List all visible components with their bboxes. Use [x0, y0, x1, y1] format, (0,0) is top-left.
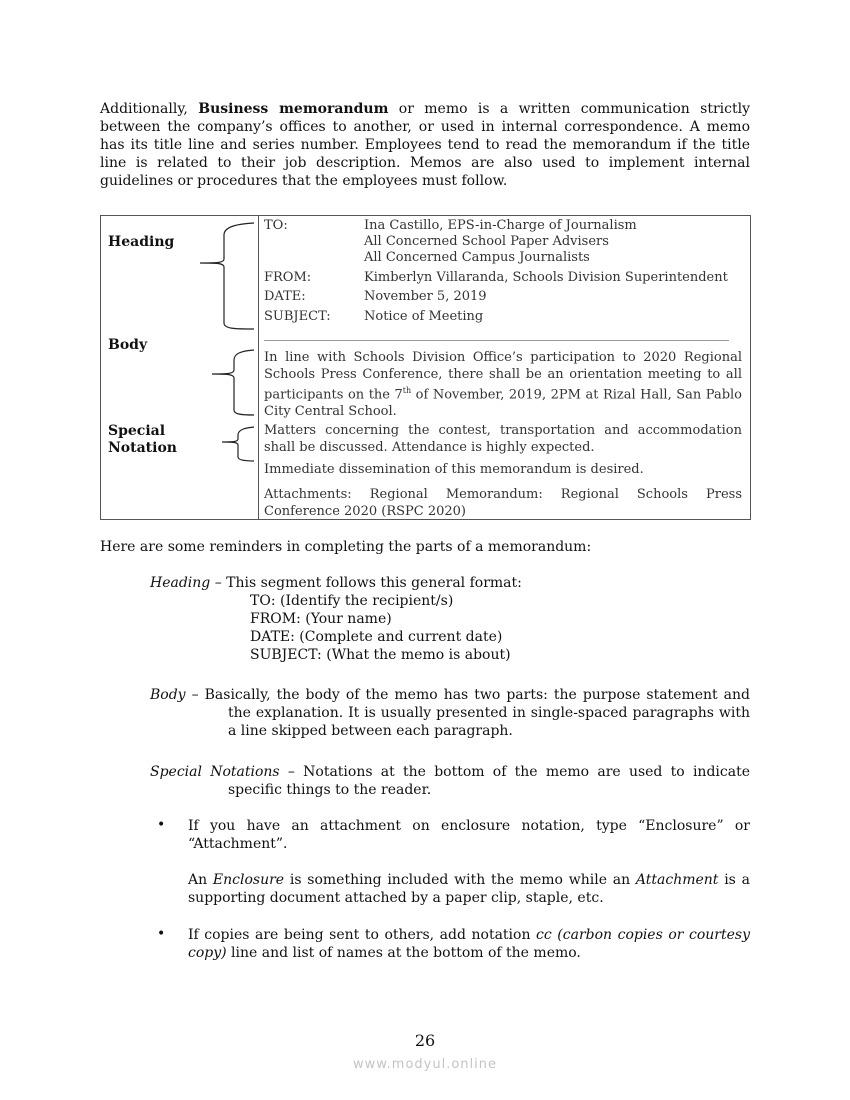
column-divider [258, 216, 259, 519]
special-notations-reminder: Special Notations – Notations at the bottom of the memo are used to indicate specific things to the reader. [150, 764, 750, 798]
intro-line: between the company’s offices to another, or used in internal correspondence. A memo [100, 119, 750, 135]
bullet-attachment: If you have an attachment on enclosure notation, type “Enclosure” or “Attachment”. [188, 818, 750, 852]
memo-separator [264, 340, 729, 341]
intro-text: or memo is a written communication strictly [388, 101, 751, 117]
special-notation-brace-icon [196, 425, 256, 463]
special-notation-label: Special Notation [108, 423, 177, 456]
intro-line: line is related to their job description. Memos are also used to implement internal [100, 155, 750, 171]
from-label: FROM: [264, 270, 312, 285]
body-reminder: Body – Basically, the body of the memo has two parts: the purpose statement and the explanation. It is usually presented in single-spaced paragraphs with a line skipped between each paragraph. [150, 687, 750, 739]
memo-example-table [100, 215, 751, 520]
to-value: Ina Castillo, EPS-in-Charge of Journalism [364, 218, 637, 233]
bullet-icon: • [157, 926, 166, 942]
body-label: Body [108, 337, 148, 353]
date-label: DATE: [264, 289, 306, 304]
memo-attachments-text: Attachments: Regional Memorandum: Regional Schools Press Conference 2020 (RSPC 2020) [264, 487, 742, 519]
body-term: Body [150, 687, 186, 703]
heading-term: Heading [150, 575, 211, 591]
bullet-icon: • [157, 817, 166, 833]
heading-brace-icon [196, 221, 256, 331]
memo-dissemination-text: Immediate dissemination of this memorandum is desired. [264, 462, 644, 477]
body-brace-icon [196, 348, 256, 418]
from-value: Kimberlyn Villaranda, Schools Division Superintendent [364, 270, 728, 285]
watermark: www.modyul.online [352, 1057, 498, 1072]
to-label: TO: [264, 218, 288, 233]
heading-reminder: Heading – This segment follows this general format: [150, 575, 522, 591]
page-number: 26 [414, 1031, 436, 1050]
heading-format-list: TO: (Identify the recipient/s) FROM: (Your name) DATE: (Complete and current date) SUBJECT: (What the memo is about) [250, 593, 511, 663]
memo-notation-text: Matters concerning the contest, transportation and accommodation shall be discussed. Attendance is highly expected. [264, 423, 742, 455]
intro-paragraph [100, 100, 750, 190]
to-value: All Concerned Campus Journalists [364, 250, 590, 265]
subject-label: SUBJECT: [264, 309, 331, 324]
heading-label: Heading [108, 234, 175, 250]
memo-body-text: In line with Schools Division Office’s participation to 2020 Regional Schools Press Conference, there shall be an orientation meeting to all participants on the 7th of November, 2019, 2PM at Rizal Hall, San Pablo City Central School. [264, 350, 742, 419]
special-notations-term: Special Notations [150, 764, 280, 780]
date-value: November 5, 2019 [364, 289, 487, 304]
intro-line: guidelines or procedures that the employees must follow. [100, 173, 508, 189]
intro-line: has its title line and series number. Employees tend to read the memorandum if the title [100, 137, 750, 153]
business-memorandum-term: Business memorandum [198, 101, 389, 117]
enclosure-note: An Enclosure is something included with the memo while an Attachment is a supporting document attached by a paper clip, staple, etc. [188, 872, 750, 906]
to-value: All Concerned School Paper Advisers [364, 234, 609, 249]
bullet-copies: If copies are being sent to others, add notation cc (carbon copies or courtesy copy) line and list of names at the bottom of the memo. [188, 927, 750, 961]
intro-text: Additionally, [100, 101, 199, 117]
subject-value: Notice of Meeting [364, 309, 484, 324]
reminders-intro: Here are some reminders in completing the parts of a memorandum: [100, 539, 592, 555]
